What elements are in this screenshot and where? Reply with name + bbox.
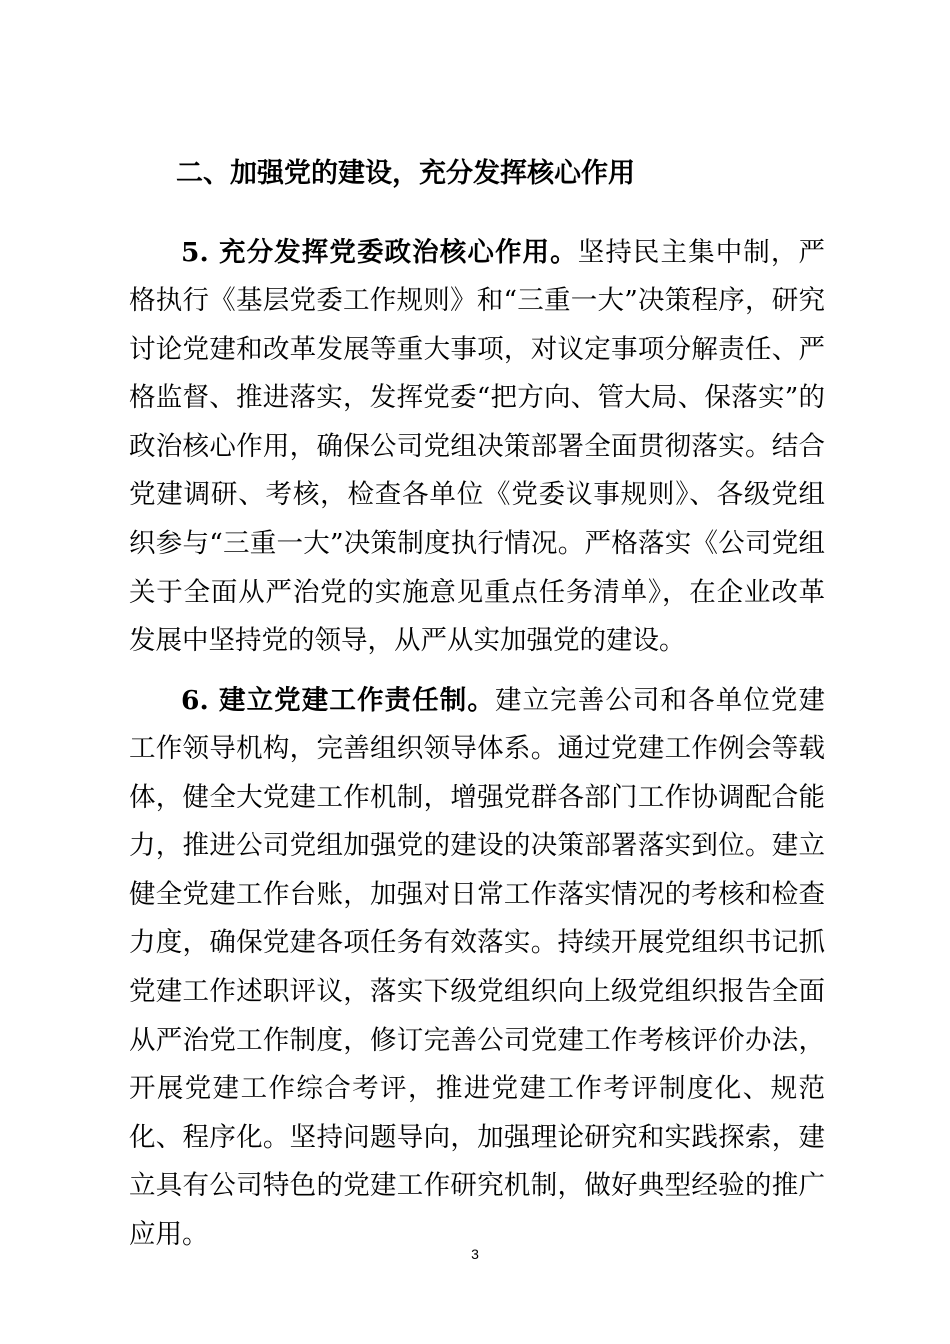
paragraph-5-body: 坚持民主集中制，严格执行《基层党委工作规则》和“三重一大”决策程序，研究讨论党建和改革发展等重大事项，对议定事项分解责任、严格监督、推进落实，发挥党委“把方向、管大局、保落实”的政治核心作用，确保公司党组决策部署全面贯彻落实。结合党建调研、考核，检查各单位《党委议事规则》、各级党组织参与“三重一大”决策制度执行情况。严格落实《公司党组关于全面从严治党的实施意见重点任务清单》，在企业改革发展中坚持党的领导，从严从实加强党的建设。 (129, 236, 826, 657)
paragraph-6 (129, 677, 825, 1260)
paragraph-6-body: 建立完善公司和各单位党建工作领导机构，完善组织领导体系。通过党建工作例会等载体，健全大党建工作机制，增强党群各部门工作协调配合能力，推进公司党组加强党的建设的决策部署落实到位。建立健全党建工作台账，加强对日常工作落实情况的考核和检查力度，确保党建各项任务有效落实。持续开展党组织书记抓党建工作述职评议，落实下级党组织向上级党组织报告全面从严治党工作制度，修订完善公司党建工作考核评价办法，开展党建工作综合考评，推进党建工作考评制度化、规范化、程序化。坚持问题导向，加强理论研究和实践探索，建立具有公司特色的党建工作研究机制，做好典型经验的推广应用。 (129, 684, 826, 1251)
paragraph-5 (129, 229, 825, 666)
paragraph-6-lead: 6. 建立党建工作责任制。 (181, 684, 495, 716)
page-number: 3 (471, 1246, 479, 1262)
section-heading: 二、加强党的建设，充分发挥核心作用 (176, 158, 635, 189)
paragraph-5-lead: 5. 充分发挥党委政治核心作用。 (181, 236, 578, 268)
